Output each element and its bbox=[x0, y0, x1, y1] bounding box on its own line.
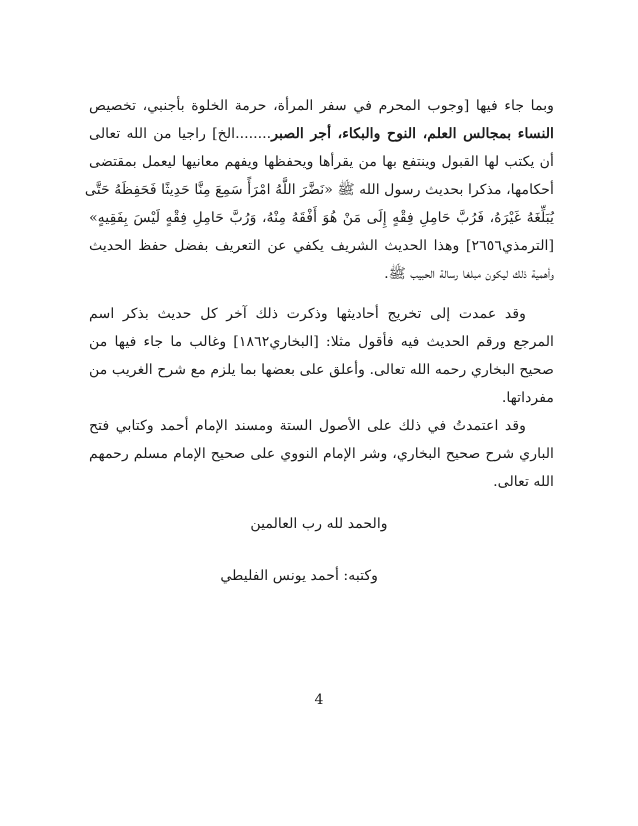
text-line: أحكامها، مذكرا بحديث رسول الله ﷺ «نَضَّرَ اللَّهُ امْرَأً سَمِعَ مِنَّا حَدِيثًا فَحَفِظَهُ حَتَّى bbox=[84, 182, 554, 198]
text-line: الباري شرح صحيح البخاري، وشر الإمام النووي على صحيح الإمام مسلم رحمهم bbox=[89, 446, 554, 462]
author-signature: وكتبه: أحمد يونس الفليطي bbox=[220, 568, 378, 584]
introduction-paragraph bbox=[84, 92, 554, 288]
text-line: وبما جاء فيها [وجوب المحرم في سفر المرأة، حرمة الخلوة بأجنبي، تخصيص bbox=[89, 98, 554, 114]
text-line: صحيح البخاري رحمه الله تعالى. وأعلق على بعضها بما يلزم مع شرح الغريب من bbox=[89, 362, 554, 378]
bold-topics: النساء بمجالس العلم، النوح والبكاء، أجر الصبر bbox=[271, 126, 554, 142]
page-number: 4 bbox=[314, 692, 324, 708]
text-line: وقد اعتمدتُ في ذلك على الأصول الستة ومسند الإمام أحمد وكتابي فتح bbox=[89, 418, 526, 434]
text-line: الله تعالى. bbox=[493, 474, 554, 490]
text-line: المرجع ورقم الحديث فيه فأقول مثلا: [البخاري١٨٦٢] وغالب ما جاء فيها من bbox=[89, 334, 554, 350]
text-line: وأهمية ذلك ليكون مبلغا رسالة الحبيب ﷺ. bbox=[384, 266, 554, 282]
methodology-paragraph bbox=[89, 300, 554, 412]
sources-paragraph bbox=[89, 412, 554, 496]
text-line: مفرداتها. bbox=[501, 390, 554, 406]
hadith-line: يُبَلِّغَهُ غَيْرَهُ، فَرُبَّ حَامِلِ فِقْهٍ إِلَى مَنْ هُوَ أَفْقَهُ مِنْهُ، وَرُبَّ حَامِلِ فِقْهٍ لَيْسَ بِفَقِيهٍ» bbox=[89, 210, 554, 226]
text-line: وقد عمدت إلى تخريج أحاديثها وذكرت ذلك آخر كل حديث بذكر اسم bbox=[89, 306, 526, 322]
text-line: [الترمذي٢٦٥٦] وهذا الحديث الشريف يكفي عن التعريف بفضل حفظ الحديث bbox=[89, 238, 554, 254]
closing-praise: والحمد لله رب العالمين bbox=[250, 516, 388, 532]
text-line bbox=[89, 120, 554, 148]
text-fragment: ........الخ] راجيا من الله تعالى bbox=[89, 126, 272, 142]
text-line: أن يكتب لها القبول وينتفع بها من يقرأها ويحفظها ويفهم معانيها ليعمل بمقتضى bbox=[89, 154, 554, 170]
